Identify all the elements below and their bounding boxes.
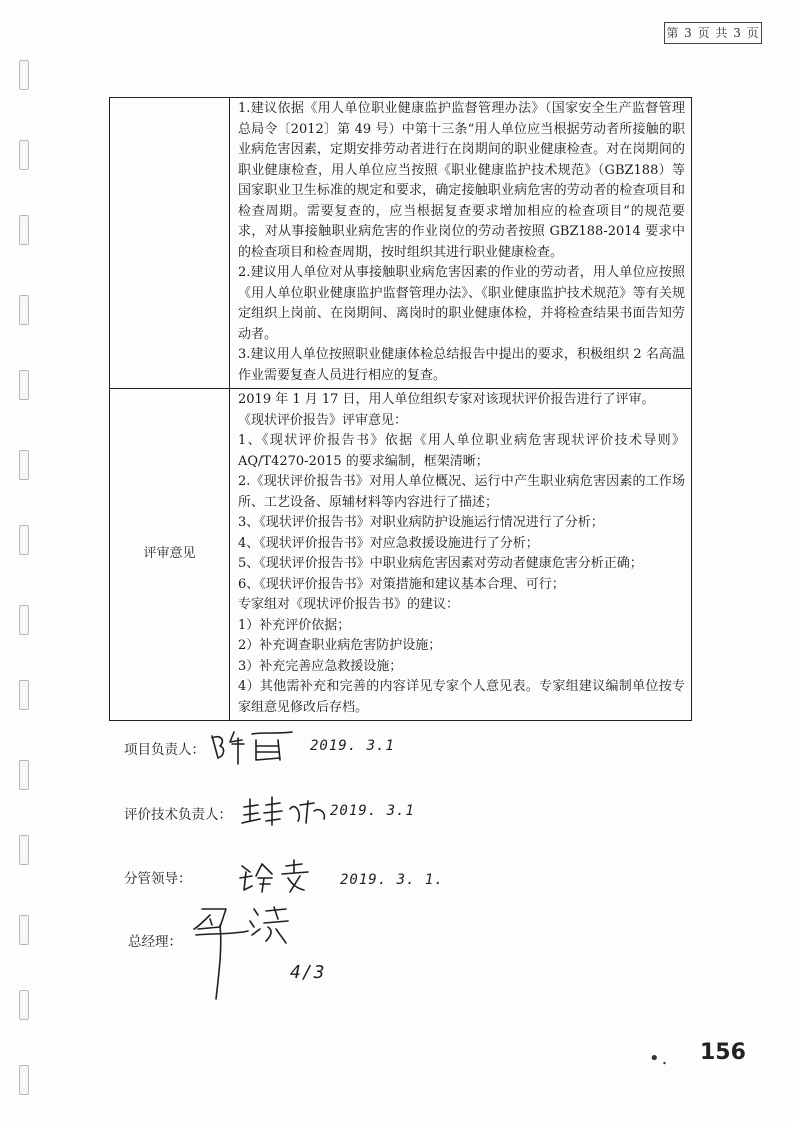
- division-leader-label: 分管领导：: [124, 871, 192, 887]
- review-line: 4、《现状评价报告书》对应急救援设施进行了分析；: [238, 535, 539, 551]
- tech-lead-signature: [240, 795, 330, 829]
- review-line: 5、《现状评价报告书》中职业病危害因素对劳动者健康危害分析正确；: [238, 556, 643, 571]
- tech-lead-label: 评价技术负责人：: [124, 807, 232, 823]
- binding-hole: [19, 835, 29, 865]
- general-manager-label: 总经理：: [128, 934, 182, 950]
- suggestions-label-cell: [110, 98, 230, 389]
- page-number: 156: [700, 1040, 746, 1065]
- binding-hole: [19, 760, 29, 790]
- review-line: 2019 年 1 月 17 日，用人单位组织专家对该现状评价报告进行了评审。: [238, 392, 655, 407]
- review-line: 2）补充调查职业病危害防护设施；: [238, 638, 442, 653]
- review-row: [110, 389, 692, 721]
- project-lead-signature: [208, 728, 298, 768]
- review-line: 1、《现状评价报告书》依据《用人单位职业病危害现状评价技术导则》AQ/T4270-2015 的要求编制，框架清晰；: [238, 433, 685, 469]
- suggestion-item: 2.建议用人单位对从事接触职业病危害因素的作业的劳动者，用人单位应按照《用人单位职业健康监护监督管理办法》、《职业健康监护技术规范》等有关规定组织上岗前、在岗期间、离岗时的职业健康体检，并将检查结果书面告知劳动者。: [238, 265, 685, 342]
- binding-hole: [19, 370, 29, 400]
- binding-hole: [19, 915, 29, 945]
- division-leader-signature: [238, 858, 338, 896]
- project-lead-label: 项目负责人：: [124, 742, 205, 758]
- general-manager-date: 4/3: [290, 962, 326, 983]
- suggestions-content: [230, 98, 692, 389]
- binding-hole: [19, 295, 29, 325]
- binding-hole: [19, 450, 29, 480]
- footer-dots: •.: [649, 1048, 670, 1069]
- binding-hole: [19, 140, 29, 170]
- binding-hole: [19, 1065, 29, 1095]
- suggestion-item: 3.建议用人单位按照职业健康体检总结报告中提出的要求，积极组织 2 名高温作业需要复查人员进行相应的复查。: [238, 347, 685, 383]
- review-table: [109, 97, 692, 721]
- division-leader-date: 2019. 3. 1.: [340, 872, 444, 888]
- tech-lead-date: 2019. 3.1: [330, 803, 415, 819]
- project-lead-date: 2019. 3.1: [310, 738, 395, 754]
- general-manager-signature: [190, 905, 300, 1005]
- review-label: 评审意见: [110, 389, 230, 721]
- review-line: 1）补充评价依据；: [238, 617, 351, 633]
- page-stamp: 第 3 页 共 3 页: [664, 22, 762, 44]
- binding-hole: [19, 60, 29, 90]
- review-line: 4）其他需补充和完善的内容详见专家个人意见表。专家组建议编制单位按专家组意见修改后存档。: [238, 679, 685, 715]
- review-line: 6、《现状评价报告书》对策措施和建议基本合理、可行；: [238, 576, 565, 592]
- review-line: 3）补充完善应急救援设施；: [238, 658, 403, 674]
- suggestion-item: 1.建议依据《用人单位职业健康监护监督管理办法》（国家安全生产监督管理总局令〔2012〕第 49 号）中第十三条“用人单位应当根据劳动者所接触的职业病危害因素，定期安排劳动者进行在岗期间的职业健康检查。对在岗期间的职业健康检查，用人单位应当按照《职业健康监护技术规范》（GBZ188）等国家职业卫生标准的规定和要求，确定接触职业病危害的劳动者的检查项目和检查周期。需要复查的，应当根据复查要求增加相应的检查项目”的规范要求，对从事接触职业病危害的作业岗位的劳动者按照 GBZ188-2014 要求中的检查项目和检查周期，按时组织其进行职业健康检查。: [238, 101, 685, 260]
- review-line: 《现状评价报告》评审意见：: [238, 412, 408, 428]
- review-line: 2.《现状评价报告书》对用人单位概况、运行中产生职业病危害因素的工作场所、工艺设备、原辅材料等内容进行了描述；: [238, 474, 685, 510]
- binding-hole: [19, 525, 29, 555]
- binding-hole: [19, 215, 29, 245]
- binding-hole: [19, 605, 29, 635]
- suggestions-row: [110, 98, 692, 389]
- binding-hole: [19, 680, 29, 710]
- review-line: 专家组对《现状评价报告书》的建议：: [238, 597, 460, 612]
- review-content: [230, 389, 692, 721]
- binding-hole: [19, 990, 29, 1020]
- review-line: 3、《现状评价报告书》对职业病防护设施运行情况进行了分析；: [238, 515, 604, 530]
